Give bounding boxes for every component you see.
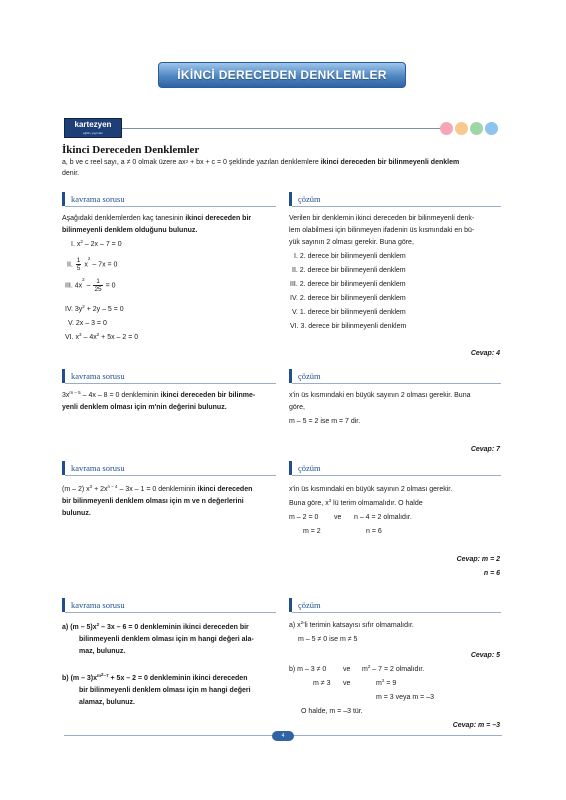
- s1-line-2: lem olabilmesi için bilinmeyen ifadenin üs kısmındaki en bü-: [289, 227, 475, 234]
- q3-line-2: bir bilinmeyenli denklem olması için m ve n değerlerini: [62, 498, 244, 505]
- q4-b-line-3: alamaz, bulunuz.: [79, 699, 136, 706]
- text-span: –7: [103, 673, 109, 678]
- decorative-dot-blue: [485, 122, 498, 135]
- text-span: VI. x: [65, 334, 80, 341]
- text-span: 3: [79, 332, 82, 337]
- s3-line-4-left: m = 2: [303, 528, 321, 535]
- text-span: 2: [381, 678, 385, 683]
- q1-text-line-1: [62, 214, 251, 225]
- text-span: [62, 157, 507, 168]
- s3-line-2: [289, 499, 423, 510]
- s4-b-line-1-left: b) m – 3 ≠ 0: [289, 666, 327, 673]
- text-span: –: [84, 282, 91, 290]
- text-span: 2: [101, 672, 104, 677]
- text-span: 25: [94, 286, 102, 293]
- q4-b-line-1: [62, 674, 247, 685]
- s1-item: VI. 3. derece bir bilinmeyenli denklem: [290, 323, 407, 330]
- s2-line-2: göre,: [289, 404, 305, 411]
- text-span: – 2x – 7 = 0: [82, 241, 122, 248]
- logo-subtitle: eğitim yayınları: [82, 131, 104, 135]
- q4-b-line-2: bir bilinmeyenli denklem olması için m hangi değeri: [79, 687, 251, 694]
- question-header-1: [62, 192, 276, 206]
- text-span: 3: [328, 498, 332, 503]
- decorative-dot-orange: [455, 122, 468, 135]
- text-span: ikinci dereceden bir bilinme-: [160, 392, 256, 399]
- q1-equation-4: [65, 305, 124, 316]
- s1-line-3: yük sayının 2 olması gerekir. Buna göre,: [289, 239, 414, 246]
- q1-equation-1: [71, 240, 122, 251]
- text-span: m: [97, 673, 102, 678]
- s2-line-3: m – 5 = 2 ise m = 7 dir.: [289, 418, 361, 425]
- intro-bold: ikinci dereceden bir bilinmeyenli denklem: [320, 159, 460, 166]
- publisher-logo: [64, 118, 122, 138]
- q2-line-2: yenli denklem olması için m'nin değerini bulunuz.: [62, 404, 227, 411]
- text-span: 'li terimin katsayısı sıfır olmamalıdır.: [303, 622, 414, 629]
- s4-b-line-1-right: [362, 665, 424, 676]
- text-span: 1: [93, 278, 102, 286]
- question-header-4: [62, 598, 276, 612]
- s4-answer-b: Cevap: m = –3: [452, 722, 500, 729]
- s1-item: II. 2. derece bir bilinmeyenli denklem: [292, 267, 406, 274]
- solution-label: çözüm: [298, 194, 321, 204]
- text-span: 3: [89, 484, 93, 489]
- s2-answer: Cevap: 7: [470, 446, 500, 453]
- text-span: III. 4x: [65, 282, 83, 290]
- solution-header-2: [289, 369, 501, 383]
- text-span: [76, 257, 82, 272]
- text-span: m: [362, 666, 368, 673]
- text-span: – 3x – 6 = 0 denkleminin ikinci dereceden bir: [99, 624, 249, 631]
- text-span: çözüm: [298, 600, 321, 610]
- s3-line-3-right: n – 4 = 2 olmalıdır.: [354, 514, 412, 521]
- text-span: 2: [96, 332, 100, 337]
- text-span: 1: [76, 257, 81, 264]
- s1-item: III. 2. derece bir bilinmeyenli denklem: [290, 281, 406, 288]
- text-span: b): [62, 675, 69, 682]
- intro-line-2: denir.: [62, 170, 80, 177]
- text-span: 2: [80, 239, 83, 244]
- decorative-dot-green: [470, 122, 483, 135]
- q1-equation-6: [65, 333, 138, 344]
- solution-header-4: [289, 598, 501, 612]
- q4-a-line-2: bilinmeyenli denklem olması için m hangi değeri ala-: [79, 636, 254, 643]
- text-span: a): [62, 624, 69, 631]
- text-span: 2: [82, 304, 85, 309]
- text-span: + 2x: [92, 486, 108, 493]
- text-span: (m – 5)x: [70, 624, 97, 631]
- text-span: n – 4: [107, 484, 118, 489]
- text-span: – 3x – 1 = 0 denkleminin: [117, 486, 198, 493]
- s3-line-3: [289, 513, 318, 524]
- q1-equation-5: V. 2x – 3 = 0: [68, 320, 107, 327]
- intro-text-2: + bx + c = 0 şeklinde yazılan denklemlere: [188, 159, 321, 166]
- text-span: – 4x: [81, 334, 97, 341]
- text-span: (m – 2) x: [62, 486, 90, 493]
- intro-text: a, b ve c reel sayı, a ≠ 0 olmak üzere ax: [62, 159, 186, 166]
- text-span: kavrama sorusu: [71, 371, 125, 381]
- s4-b-line-2-and: ve: [343, 680, 351, 687]
- text-span: [93, 278, 102, 293]
- text-span: + 5x – 2 = 0 denkleminin ikinci dereceden: [108, 675, 248, 682]
- s4-a-line-2: m – 5 ≠ 0 ise m ≠ 5: [298, 636, 358, 643]
- question-header-2: [62, 369, 276, 383]
- text-span: x: [84, 261, 88, 269]
- decorative-dot-pink: [440, 122, 453, 135]
- text-span: Buna göre, x: [289, 500, 329, 507]
- s1-answer: Cevap: 4: [470, 350, 500, 357]
- text-span: çözüm: [298, 371, 321, 381]
- s1-line-1: Verilen bir denklemin ikinci dereceden bir bilinmeyenli denk-: [289, 215, 475, 222]
- text-span: 5: [76, 265, 81, 272]
- s4-b-line-2-right: [376, 679, 396, 690]
- q3-line-1: [62, 485, 252, 496]
- text-span: m – 5: [69, 390, 81, 395]
- s4-a-line-1: [289, 621, 414, 632]
- header-rule: [122, 128, 442, 129]
- text-span: çözüm: [298, 463, 321, 473]
- text-span: ikinci dereceden bir: [185, 215, 252, 222]
- text-span: 2: [367, 664, 371, 669]
- solution-header-1: [289, 192, 501, 206]
- text-span: II.: [67, 261, 73, 269]
- q4-a-line-1: [62, 623, 249, 634]
- chapter-banner: İKİNCİ DERECEDEN DENKLEMLER: [158, 62, 406, 88]
- s3-line-4-right: n = 6: [366, 528, 382, 535]
- s4-b-line-1-and: ve: [343, 666, 351, 673]
- s3-line-1: x'in üs kısmındaki en büyük sayının 2 olması gerekir.: [289, 486, 453, 493]
- question-header-3: [62, 461, 276, 475]
- page-number: 4: [272, 731, 294, 741]
- text-span: 2: [87, 256, 91, 261]
- section-intro: [62, 157, 507, 179]
- s3-answer-2: n = 6: [483, 570, 500, 577]
- text-span: (m – 3)x: [70, 675, 98, 682]
- text-span: a) x: [289, 622, 301, 629]
- text-span: + 5x – 2 = 0: [99, 334, 139, 341]
- q3-line-3: bulunuz.: [62, 510, 91, 517]
- text-span: [97, 673, 109, 678]
- s4-b-line-3: m = 3 veya m = –3: [376, 694, 434, 701]
- s2-line-1: x'in üs kısmındaki en büyük sayının 2 olması gerekir. Buna: [289, 392, 471, 399]
- intro-sup: 2: [185, 159, 189, 164]
- section-title: İkinci Dereceden Denklemler: [62, 144, 200, 156]
- s4-b-line-2-left: m ≠ 3: [313, 680, 331, 687]
- s1-item: IV. 2. derece bir bilinmeyenli denklem: [290, 295, 406, 302]
- s1-item: I. 2. derece bir bilinmeyenli denklem: [294, 253, 406, 260]
- text-span: I. x: [71, 241, 81, 248]
- text-span: – 7x = 0: [90, 261, 118, 269]
- s1-item: V. 1. derece bir bilinmeyenli denklem: [292, 309, 406, 316]
- text-span: – 7 = 2 olmalıdır.: [370, 666, 425, 673]
- question-label: kavrama sorusu: [71, 194, 125, 204]
- text-span: 2: [300, 620, 304, 625]
- s4-b-line-4: O halde, m = –3 tür.: [301, 708, 363, 715]
- text-span: 3x: [62, 392, 70, 399]
- text-span: 2: [82, 277, 85, 282]
- text-span: Aşağıdaki denklemlerden kaç tanesinin: [62, 215, 186, 222]
- text-span: = 9: [384, 680, 397, 687]
- text-span: m – 2 = 0: [289, 514, 319, 521]
- q2-line-1: [62, 391, 255, 402]
- logo-text: kartezyen: [74, 120, 112, 129]
- text-span: = 0: [105, 282, 116, 290]
- text-span: + 2y – 5 = 0: [84, 306, 124, 313]
- s3-line-3-and: ve: [334, 514, 342, 521]
- text-span: – 4x – 8 = 0 denkleminin: [80, 392, 161, 399]
- s4-answer-a: Cevap: 5: [470, 652, 500, 659]
- text-span: IV. 3y: [65, 306, 83, 313]
- text-span: kavrama sorusu: [71, 463, 125, 473]
- text-span: m: [376, 680, 382, 687]
- text-span: 2: [96, 622, 100, 627]
- q4-a-line-3: maz, bulunuz.: [79, 648, 126, 655]
- text-span: ikinci dereceden: [197, 486, 253, 493]
- q1-text-line-2: bilinmeyenli denklem olduğunu bulunuz.: [62, 227, 198, 234]
- solution-header-3: [289, 461, 501, 475]
- q1-equation-3: [65, 278, 116, 293]
- text-span: lü terim olmamalıdır. O halde: [331, 500, 423, 507]
- s3-answer-1: Cevap: m = 2: [456, 556, 500, 563]
- text-span: kavrama sorusu: [71, 600, 125, 610]
- q1-equation-2: [67, 257, 117, 272]
